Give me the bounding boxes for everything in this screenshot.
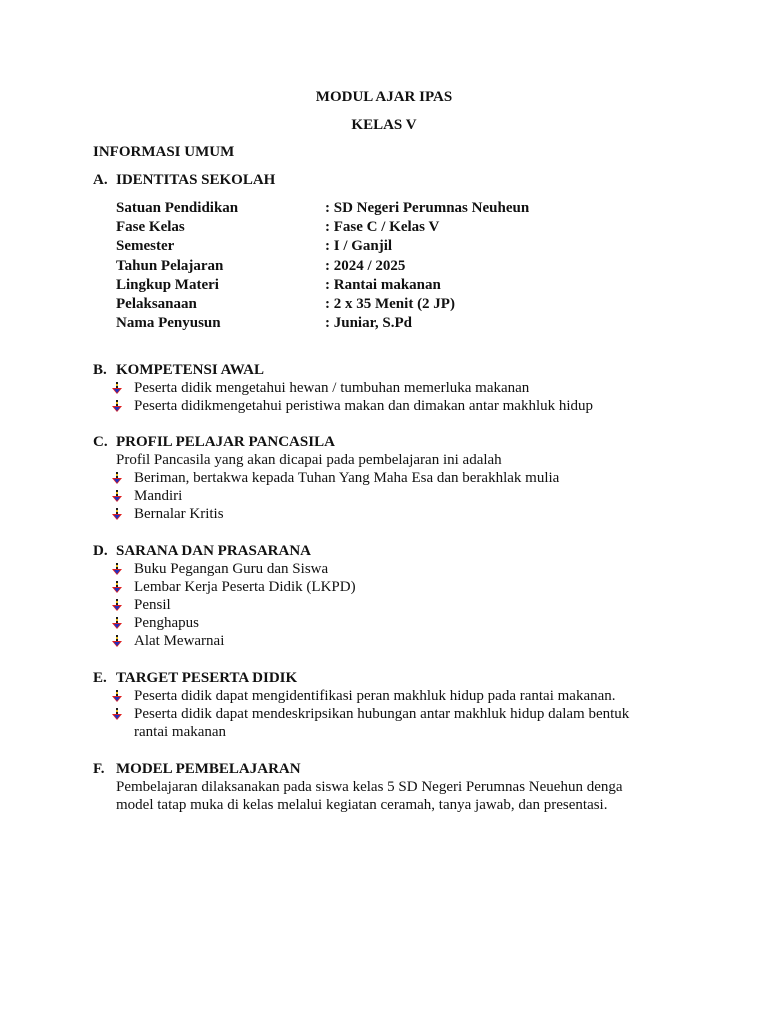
section-intro: Profil Pancasila yang akan dicapai pada pembelajaran ini adalah — [116, 452, 502, 468]
bullet-list — [111, 379, 693, 415]
list-item — [111, 505, 693, 523]
section-heading — [93, 171, 713, 189]
list-item-text: Penghapus — [134, 615, 199, 631]
info-heading: INFORMASI UMUM — [93, 144, 235, 160]
list-item — [111, 560, 693, 578]
document-title: MODUL AJAR IPAS — [315, 89, 453, 105]
section-letter: B. — [93, 362, 107, 378]
identity-row — [116, 257, 713, 276]
section-heading — [93, 669, 693, 687]
identity-key: Satuan Pendidikan — [116, 200, 239, 216]
identity-row — [116, 237, 713, 256]
down-arrow-icon — [111, 469, 134, 487]
identity-key: Nama Penyusun — [116, 315, 221, 332]
identity-value: : 2024 / 2025 — [325, 257, 406, 274]
down-arrow-icon — [111, 397, 134, 415]
list-item-text: Peserta didik mengetahui hewan / tumbuhan memerluka makanan — [134, 380, 530, 396]
section-letter: F. — [93, 761, 105, 777]
list-item — [111, 578, 693, 596]
identity-row — [116, 276, 713, 295]
identity-key: Lingkup Materi — [116, 276, 219, 293]
list-item — [111, 705, 693, 741]
section-letter: A. — [93, 172, 108, 188]
identity-key: Fase Kelas — [116, 219, 185, 236]
section-title: IDENTITAS SEKOLAH — [116, 172, 276, 188]
section-model-pembelajaran — [93, 760, 693, 814]
section-title: SARANA DAN PRASARANA — [116, 543, 312, 559]
identity-table — [116, 199, 713, 333]
list-item-text: Alat Mewarnai — [134, 633, 225, 649]
list-item-text: Peserta didikmengetahui peristiwa makan dan dimakan antar makhluk hidup — [134, 398, 594, 414]
down-arrow-icon — [111, 596, 134, 614]
section-letter: C. — [93, 434, 108, 450]
section-identitas-sekolah — [93, 171, 713, 333]
identity-key: Pelaksanaan — [116, 295, 197, 312]
list-item — [111, 379, 693, 397]
section-title: MODEL PEMBELAJARAN — [116, 761, 301, 777]
down-arrow-icon — [111, 705, 134, 723]
section-kompetensi-awal — [93, 361, 693, 415]
list-item — [111, 687, 693, 705]
section-letter: E. — [93, 670, 107, 686]
list-item-text: Mandiri — [134, 488, 183, 504]
list-item — [111, 596, 693, 614]
section-heading — [93, 433, 693, 451]
section-letter: D. — [93, 543, 108, 559]
section-title: KOMPETENSI AWAL — [116, 362, 264, 378]
down-arrow-icon — [111, 505, 134, 523]
down-arrow-icon — [111, 614, 134, 632]
list-item-text: Lembar Kerja Peserta Didik (LKPD) — [134, 579, 356, 595]
section-sarana-prasarana — [93, 542, 693, 650]
bullet-list — [111, 687, 693, 741]
section-title: PROFIL PELAJAR PANCASILA — [116, 434, 335, 450]
list-item — [111, 487, 693, 505]
section-profil-pelajar-pancasila — [93, 433, 693, 523]
list-item — [111, 469, 693, 487]
section-title: TARGET PESERTA DIDIK — [116, 670, 298, 686]
list-item — [111, 397, 693, 415]
identity-key: Semester — [116, 238, 175, 255]
list-item-text: Beriman, bertakwa kepada Tuhan Yang Maha Esa dan berakhlak mulia — [134, 470, 560, 486]
identity-row — [116, 218, 713, 237]
bullet-list — [111, 469, 693, 523]
down-arrow-icon — [111, 578, 134, 596]
identity-row — [116, 295, 713, 314]
down-arrow-icon — [111, 560, 134, 578]
identity-value: : I / Ganjil — [325, 238, 393, 255]
down-arrow-icon — [111, 632, 134, 650]
down-arrow-icon — [111, 687, 134, 705]
section-heading — [93, 361, 693, 379]
section-heading — [93, 542, 693, 560]
list-item-text: Peserta didik dapat mengidentifikasi peran makhluk hidup pada rantai makanan. — [134, 688, 616, 704]
list-item-text: Bernalar Kritis — [134, 506, 224, 522]
identity-value: : SD Negeri Perumnas Neuheun — [325, 200, 530, 216]
identity-value: : Juniar, S.Pd — [325, 315, 412, 332]
identity-row — [116, 199, 713, 218]
list-item-text: Peserta didik dapat mendeskripsikan hubungan antar makhluk hidup dalam bentuk rantai makanan — [134, 706, 630, 740]
identity-key: Tahun Pelajaran — [116, 257, 224, 274]
section-paragraph: Pembelajaran dilaksanakan pada siswa kelas 5 SD Negeri Perumnas Neuehun denga model tatap muka di kelas melalui kegiatan ceramah, tanya jawab, dan presentasi. — [116, 779, 623, 813]
list-item-text: Buku Pegangan Guru dan Siswa — [134, 561, 329, 577]
identity-value: : 2 x 35 Menit (2 JP) — [325, 295, 455, 312]
list-item — [111, 632, 693, 650]
section-heading — [93, 760, 693, 778]
down-arrow-icon — [111, 379, 134, 397]
section-target-peserta-didik — [93, 669, 693, 741]
identity-row — [116, 314, 713, 333]
down-arrow-icon — [111, 487, 134, 505]
bullet-list — [111, 560, 693, 650]
list-item-text: Pensil — [134, 597, 171, 613]
list-item — [111, 614, 693, 632]
identity-value: : Fase C / Kelas V — [325, 219, 440, 236]
identity-value: : Rantai makanan — [325, 276, 441, 293]
document-subtitle: KELAS V — [351, 117, 417, 133]
